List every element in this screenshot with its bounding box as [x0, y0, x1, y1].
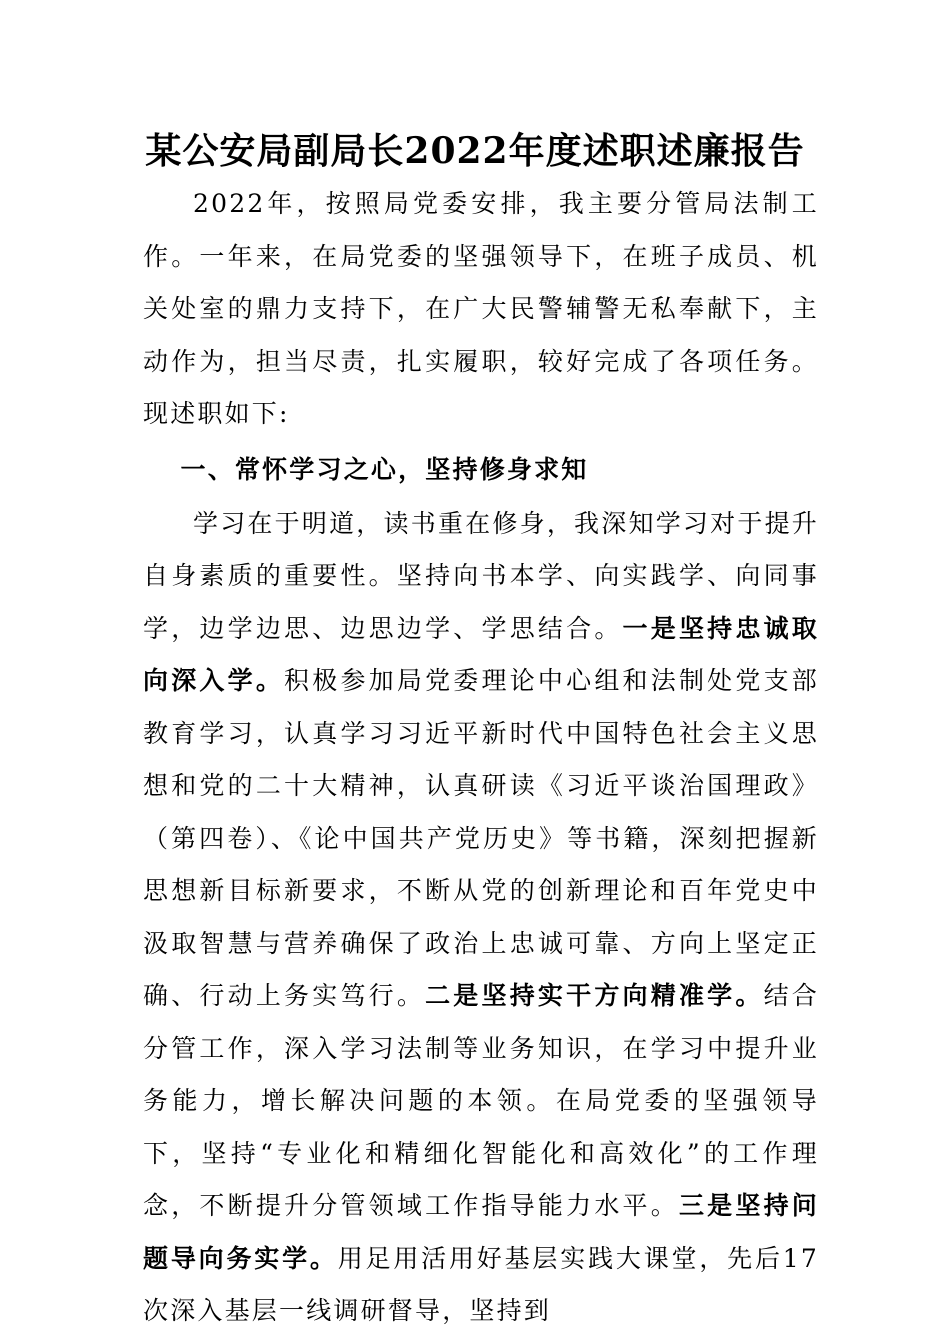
point-one-label: 一是坚持忠诚取向深入学。: [143, 613, 819, 695]
document-body: [143, 178, 819, 1338]
paragraph-lead-text: 学习在于明道，读书重在修身，我深知学习对于提升自身素质的重要性。坚持向书本学、向实践学、向同事学，边学边思、边思边学、学思结合。: [143, 508, 819, 643]
point-three-text: 用足用活用好基层实践大课堂，先后17次深入基层一线调研督导，坚持到: [143, 1243, 819, 1325]
section-paragraph: [143, 498, 819, 1338]
point-one-text: 积极参加局党委理论中心组和法制处党支部教育学习，认真学习习近平新时代中国特色社会主义思想和党的二十大精神，认真研读《习近平谈治国理政》（第四卷）、《论中国共产党历史》等书籍，深刻把握新思想新目标新要求，不断从党的创新理论和百年党史中汲取智慧与营养确保了政治上忠诚可靠、方向上坚定正确、行动上务实笃行。: [143, 666, 819, 1010]
intro-paragraph: 2022年，按照局党委安排，我主要分管局法制工作。一年来，在局党委的坚强领导下，在班子成员、机关处室的鼎力支持下，在广大民警辅警无私奉献下，主动作为，担当尽责，扎实履职，较好完成了各项任务。现述职如下:: [143, 189, 819, 428]
point-two-text: 结合分管工作，深入学习法制等业务知识，在学习中提升业务能力，增长解决问题的本领。在局党委的坚强领导下，坚持“专业化和精细化智能化和高效化”的工作理念，不断提升分管领域工作指导能力水平。: [143, 981, 819, 1220]
section-heading: 一、常怀学习之心，坚持修身求知: [180, 454, 589, 484]
document-title: 某公安局副局长2022年度述职述廉报告: [145, 130, 805, 172]
point-two-label: 二是坚持实干方向精准学。: [425, 981, 764, 1010]
point-three-label: 三是坚持问题导向务实学。: [143, 1191, 819, 1273]
